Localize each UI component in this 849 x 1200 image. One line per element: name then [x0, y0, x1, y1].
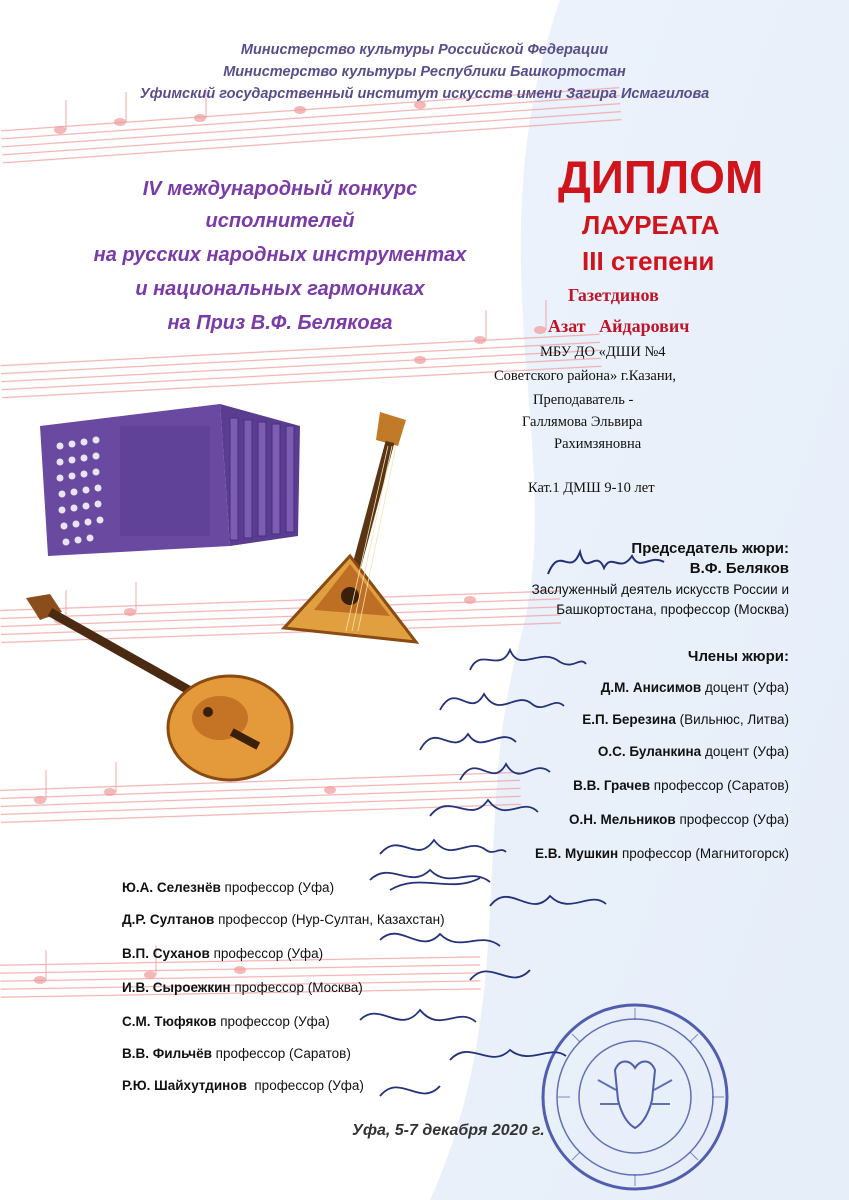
jury-member: О.Н. Мельников профессор (Уфа) — [568, 812, 789, 827]
domra-image — [20, 590, 300, 790]
ministry-bashkortostan: Министерство культуры Республики Башкортостан — [223, 64, 626, 80]
ministry-russia: Министерство культуры Российской Федерации — [240, 42, 609, 58]
laureate-surname: Газетдинов — [568, 285, 659, 305]
institute-name: Уфимский государственный институт искусств имени Загира Исмагилова — [139, 86, 710, 102]
members-heading: Члены жюри: — [687, 648, 789, 665]
contest-line-2: исполнителей — [205, 210, 355, 232]
diploma-title: ДИПЛОМ — [558, 151, 764, 203]
teacher-line-1: Преподаватель - — [533, 392, 634, 408]
jury-member: Е.П. Березина (Вильнюс, Литва) — [582, 712, 789, 727]
balalaika-image — [280, 406, 430, 656]
jury-member: Р.Ю. Шайхутдинов профессор (Уфа) — [122, 1078, 364, 1093]
chair-title-1: Заслуженный деятель искусств России и — [531, 582, 789, 597]
jury-member: В.В. Фильчёв профессор (Саратов) — [122, 1046, 351, 1061]
contest-line-3: на русских народных инструментах — [93, 244, 467, 266]
jury-member: Е.В. Мушкин профессор (Магнитогорск) — [534, 846, 789, 861]
contest-line-1: IV международный конкурс — [142, 178, 418, 200]
place-date: Уфа, 5-7 декабря 2020 г. — [352, 1122, 545, 1139]
contest-line-5: на Приз В.Ф. Белякова — [167, 312, 393, 334]
chair-heading: Председатель жюри: — [631, 540, 789, 557]
jury-member: В.П. Суханов профессор (Уфа) — [122, 946, 324, 961]
jury-member: И.В. Сыроежкин профессор (Москва) — [122, 980, 363, 995]
teacher-line-2: Галлямова Эльвира — [522, 414, 643, 430]
jury-member: В.В. Грачев профессор (Саратов) — [573, 778, 789, 793]
jury-member: С.М. Тюфяков профессор (Уфа) — [122, 1014, 330, 1029]
laureate-label: ЛАУРЕАТА — [582, 210, 720, 240]
laureate-given-name: Азат Айдарович — [548, 316, 690, 336]
contest-line-4: и национальных гармониках — [135, 278, 425, 300]
official-seal — [538, 1000, 733, 1195]
jury-member: Ю.А. Селезнёв профессор (Уфа) — [122, 880, 335, 895]
jury-member: Д.Р. Султанов профессор (Нур-Султан, Казахстан) — [122, 912, 445, 927]
school-line-1: МБУ ДО «ДШИ №4 — [540, 344, 666, 360]
accordion-image — [30, 386, 310, 574]
degree-label: III степени — [582, 246, 715, 276]
chair-name: В.Ф. Беляков — [689, 560, 789, 577]
teacher-line-3: Рахимзяновна — [554, 436, 642, 452]
category-label: Кат.1 ДМШ 9-10 лет — [528, 480, 655, 496]
jury-member: Д.М. Анисимов доцент (Уфа) — [600, 680, 789, 695]
chair-title-2: Башкортостана, профессор (Москва) — [556, 602, 789, 617]
jury-member: О.С. Буланкина доцент (Уфа) — [597, 744, 789, 759]
school-line-2: Советского района» г.Казани, — [494, 368, 677, 384]
